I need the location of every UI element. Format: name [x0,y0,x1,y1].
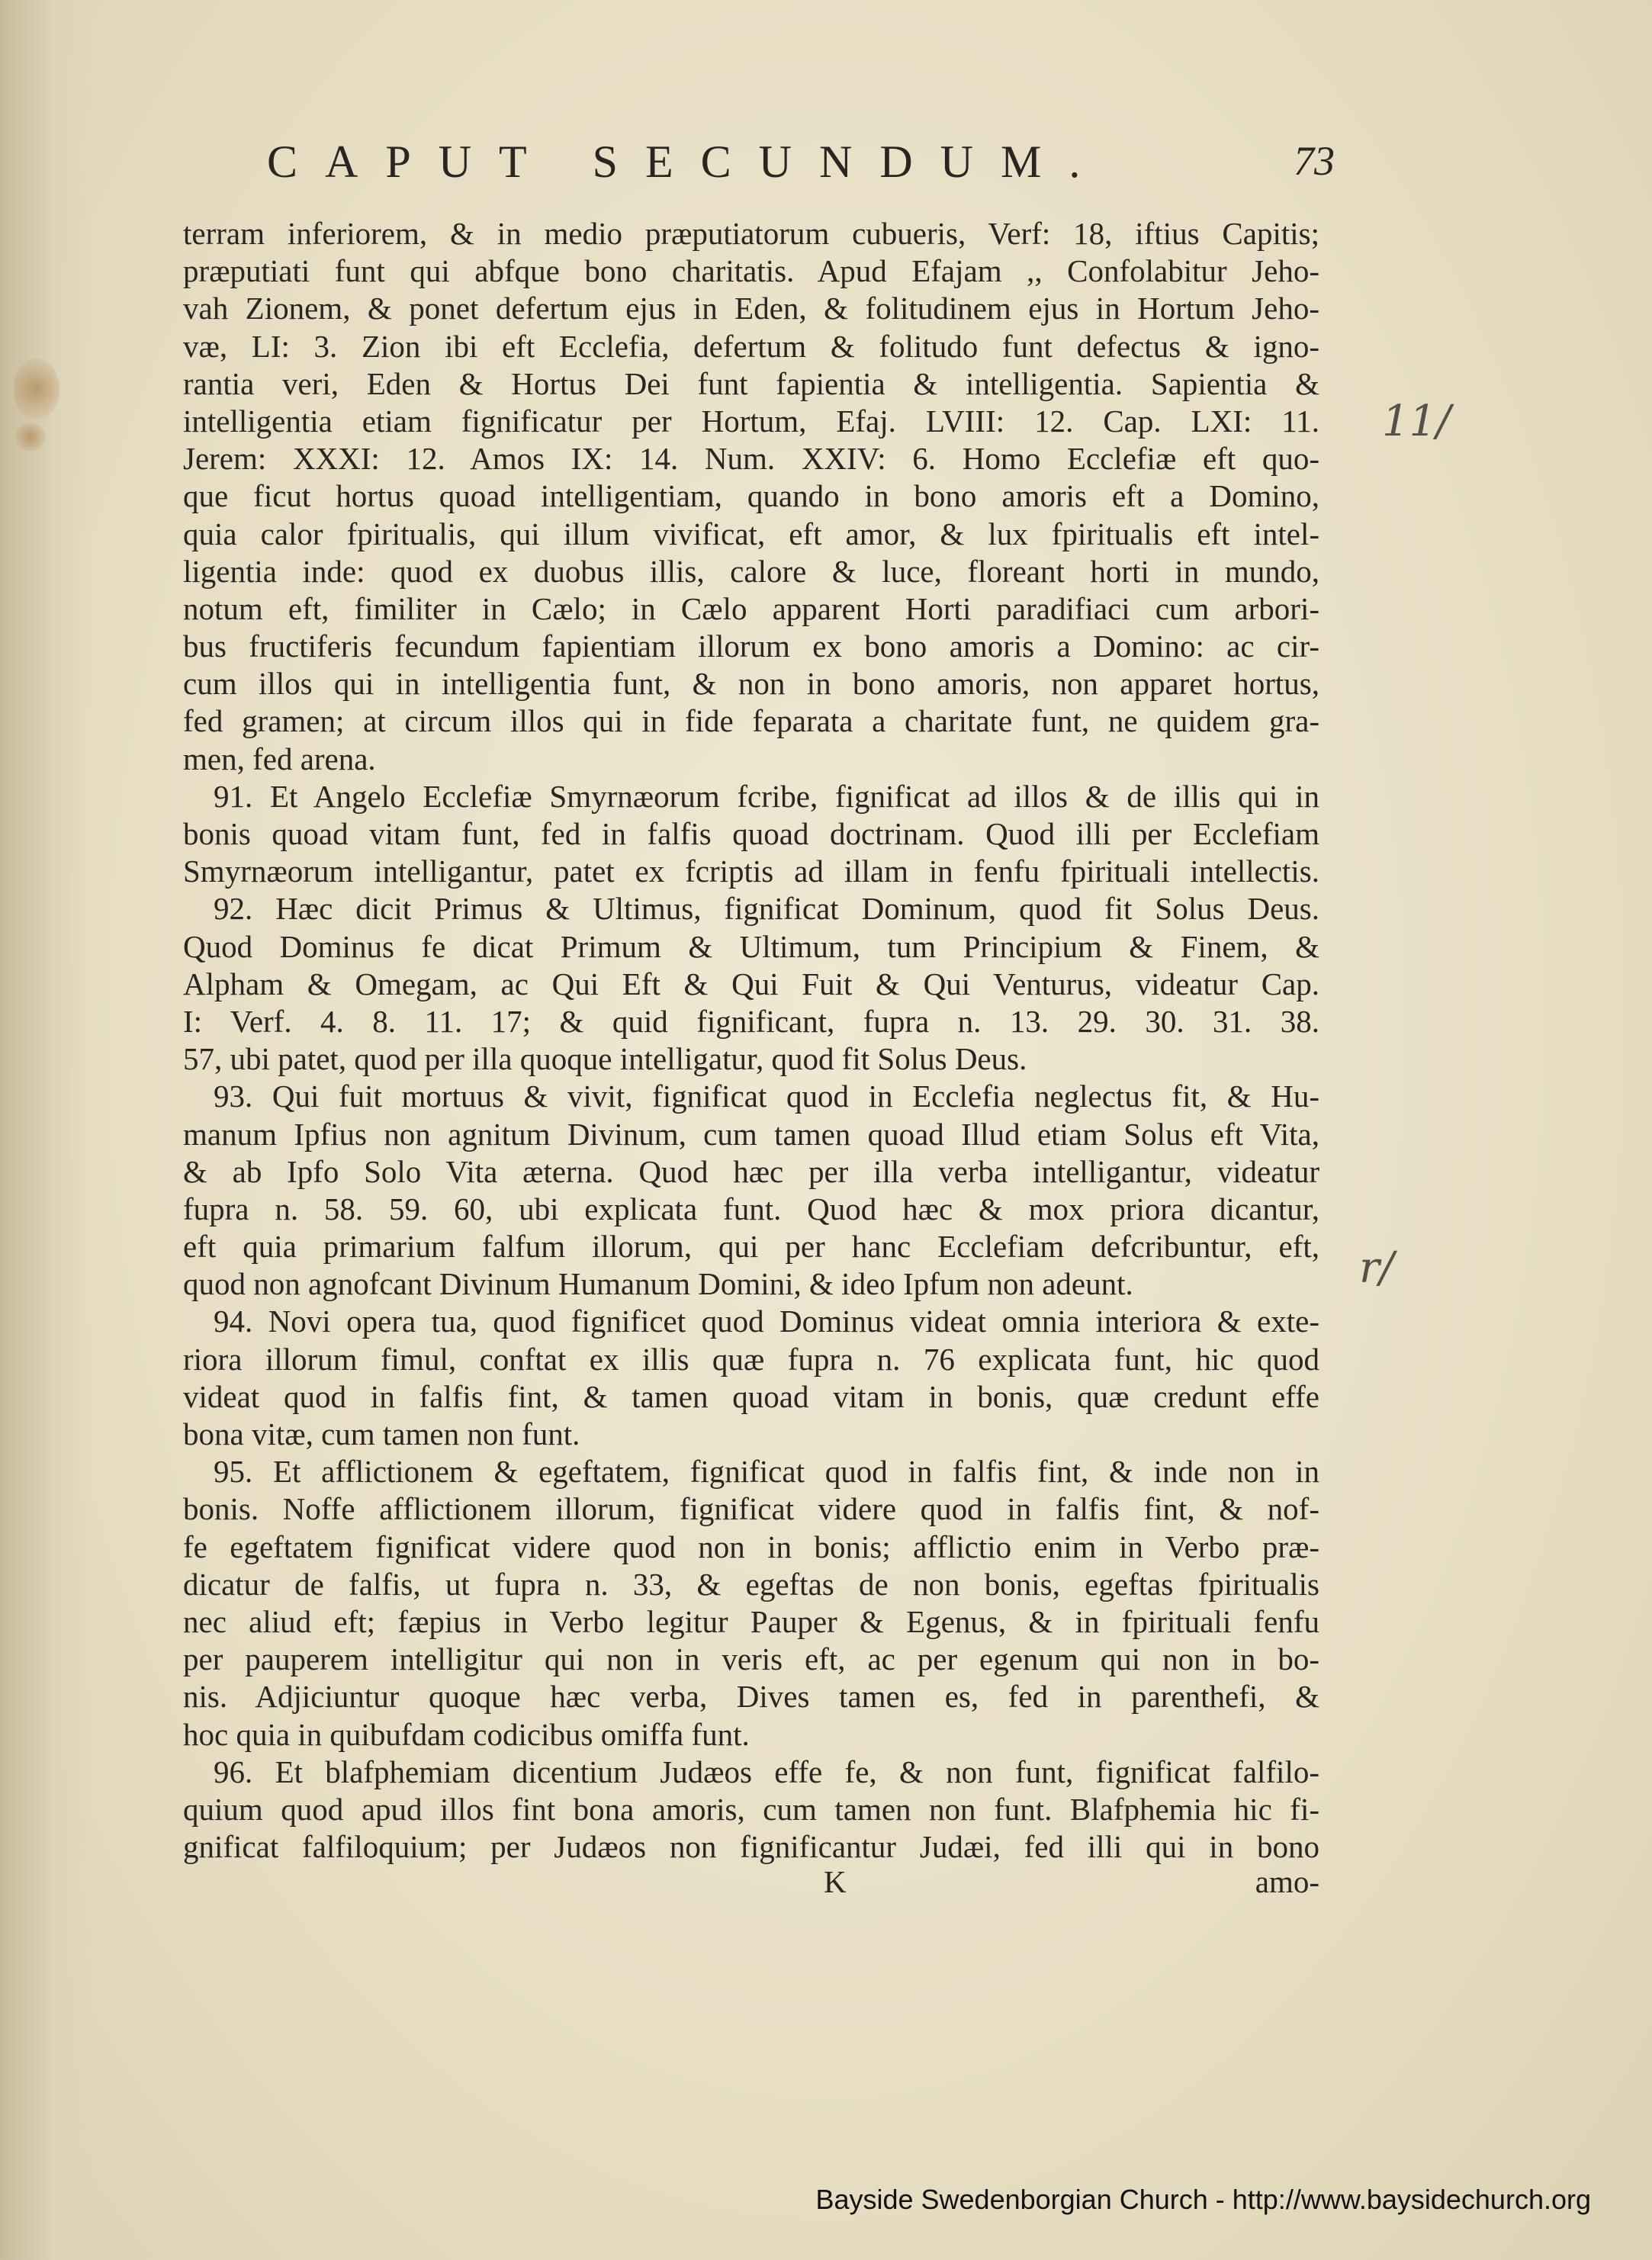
text-line: per pauperem intelligitur qui non in veris eft, ac per egenum qui non in bo- [183,1641,1319,1677]
text-line: bona vitæ, cum tamen non funt. [183,1416,580,1451]
text-line: I: Verf. 4. 8. 11. 17; & quid fignificant, fupra n. 13. 29. 30. 31. 38. [183,1003,1319,1039]
text-line: bonis. Noffe afflictionem illorum, fignificat videre quod in falfis fint, & nof- [183,1491,1319,1527]
margin-note: r/ [1359,1243,1394,1293]
text-line: quia calor fpiritualis, qui illum vivificat, eft amor, & lux fpiritualis eft intel- [183,516,1319,551]
page-stain [15,423,46,451]
catchword: amo- [1255,1864,1319,1899]
text-line: manum Ipfius non agnitum Divinum, cum tamen quoad Illud etiam Solus eft Vita, [183,1116,1319,1152]
text-line: men, fed arena. [183,741,376,776]
paragraph-92-start: 92. Hæc dicit Primus & Ultimus, fignificat Dominum, quod fit Solus Deus. [214,891,1319,927]
text-line: ligentia inde: quod ex duobus illis, calore & luce, floreant horti in mundo, [183,553,1319,589]
text-line: hoc quia in quibufdam codicibus omiffa funt. [183,1716,750,1752]
text-line: que ficut hortus quoad intelligentiam, quando in bono amoris eft a Domino, [183,478,1319,514]
text-line: & ab Ipfo Solo Vita æterna. Quod hæc per illa verba intelligantur, videatur [183,1153,1319,1189]
paragraph-95-start: 95. Et afflictionem & egeftatem, fignificat quod in falfis fint, & inde non in [214,1454,1319,1490]
paragraph-96-start: 96. Et blafphemiam dicentium Judæos effe fe, & non funt, fignificat falfilo- [214,1754,1319,1789]
page-number: 73 [1294,138,1335,184]
paragraph-94-start: 94. Novi opera tua, quod fignificet quod Dominus videat omnia interiora & exte- [214,1304,1319,1339]
footer-credit: Bayside Swedenborgian Church - http://www.baysidechurch.org [815,2184,1591,2215]
running-header [267,136,1335,204]
text-line: quium quod apud illos fint bona amoris, cum tamen non funt. Blafphemia hic fi- [183,1791,1319,1827]
text-line: intelligentia etiam fignificatur per Hortum, Efaj. LVIII: 12. Cap. LXI: 11. [183,403,1319,439]
text-line: Alpham & Omegam, ac Qui Eft & Qui Fuit & Qui Venturus, videatur Cap. [183,966,1319,1001]
margin-note: 11/ [1382,397,1451,446]
text-line: bonis quoad vitam funt, fed in falfis quoad doctrinam. Quod illi per Ecclefiam [183,816,1319,851]
signature-mark: K [824,1864,847,1899]
running-title: CAPUT SECUNDUM. [267,137,1108,187]
text-line: fupra n. 58. 59. 60, ubi explicata funt. Quod hæc & mox priora dicantur, [183,1191,1319,1226]
paragraph-93-start: 93. Qui fuit mortuus & vivit, fignificat quod in Ecclefia neglectus fit, & Hu- [214,1079,1319,1114]
text-line: dicatur de falfis, ut fupra n. 33, & egeftas de non bonis, egeftas fpiritualis [183,1566,1319,1602]
text-line: gnificat falfiloquium; per Judæos non fignificantur Judæi, fed illi qui in bono [183,1829,1319,1865]
text-line: væ, LI: 3. Zion ibi eft Ecclefia, defertum & folitudo funt defectus & igno- [183,328,1319,364]
text-line: vah Zionem, & ponet defertum ejus in Eden, & folitudinem ejus in Hortum Jeho- [183,291,1319,326]
paragraph-91-start: 91. Et Angelo Ecclefiæ Smyrnæorum fcribe, fignificat ad illos & de illis qui in [214,778,1319,814]
text-line: notum eft, fimiliter in Cælo; in Cælo apparent Horti paradifiaci cum arbori- [183,590,1319,626]
text-line: nec aliud eft; fæpius in Verbo legitur Pauper & Egenus, & in fpirituali fenfu [183,1603,1319,1639]
text-line: 57, ubi patet, quod per illa quoque intelligatur, quod fit Solus Deus. [183,1041,1027,1077]
page-foot [183,1863,1319,1902]
text-line: quod non agnofcant Divinum Humanum Domini, & ideo Ipfum non adeunt. [183,1266,1133,1302]
text-line: præputiati funt qui abfque bono charitatis. Apud Efajam ,, Confolabitur Jeho- [183,253,1319,289]
page-stain [14,358,59,420]
text-line: riora illorum fimul, conftat ex illis quæ fupra n. 76 explicata funt, hic quod [183,1341,1319,1377]
text-line: nis. Adjiciuntur quoque hæc verba, Dives tamen es, fed in parenthefi, & [183,1679,1319,1715]
binding-gutter [0,0,92,2260]
text-line: rantia veri, Eden & Hortus Dei funt fapientia & intelligentia. Sapientia & [183,365,1319,401]
text-line: Jerem: XXXI: 12. Amos IX: 14. Num. XXIV: 6. Homo Ecclefiæ eft quo- [183,441,1319,477]
text-line: Quod Dominus fe dicat Primum & Ultimum, tum Principium & Finem, & [183,928,1319,964]
text-line: terram inferiorem, & in medio præputiatorum cubueris, Verf: 18, iftius Capitis; [183,216,1319,251]
text-line: eft quia primarium falfum illorum, qui per hanc Ecclefiam defcribuntur, eft, [183,1229,1319,1265]
text-line: cum illos qui in intelligentia funt, & non in bono amoris, non apparet hortus, [183,666,1319,702]
text-line: fed gramen; at circum illos qui in fide feparata a charitate funt, ne quidem gra- [183,703,1319,739]
text-line: Smyrnæorum intelligantur, patet ex fcriptis ad illam in fenfu fpirituali intellectis. [183,854,1319,889]
text-line: bus fructiferis fecundum fapientiam illorum ex bono amoris a Domino: ac cir- [183,628,1319,664]
body-text [183,215,1319,1866]
text-line: videat quod in falfis fint, & tamen quoad vitam in bonis, quæ credunt effe [183,1378,1319,1414]
text-line: fe egeftatem fignificat videre quod non in bonis; afflictio enim in Verbo præ- [183,1529,1319,1564]
